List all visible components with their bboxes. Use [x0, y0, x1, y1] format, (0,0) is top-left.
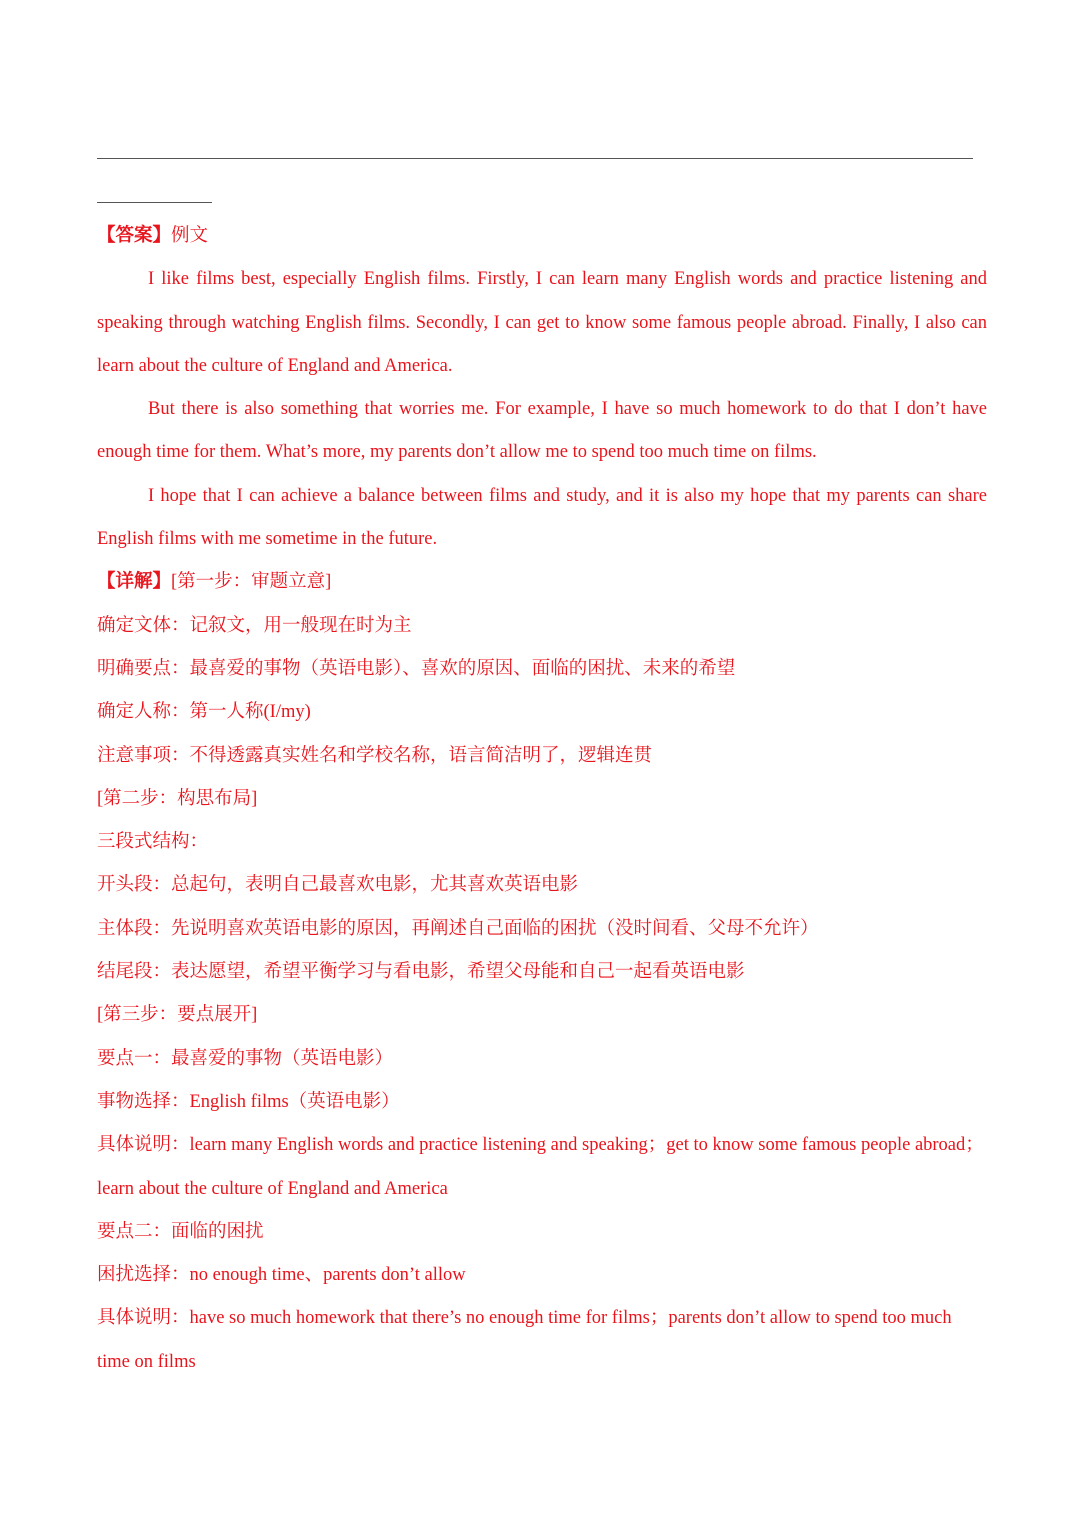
answer-bracket-label: 【答案】 [97, 226, 172, 246]
analysis-choice2: 困扰选择：no enough time、parents don’t allow [97, 1265, 466, 1286]
analysis-key-points: 明确要点：最喜爱的事物（英语电影）、喜欢的原因、面临的困扰、未来的希望 [97, 658, 736, 679]
analysis-point1: 要点一：最喜爱的事物（英语电影） [97, 1048, 394, 1069]
analysis-bracket-label: 【详解】 [97, 572, 172, 593]
analysis-choice1: 事物选择：English films（英语电影） [97, 1091, 400, 1112]
analysis-detail2-line1: 具体说明：have so much homework that there’s no enough time for films；parents don’t allow to spend too much [97, 1308, 952, 1329]
analysis-structure: 三段式结构： [97, 832, 209, 853]
analysis-detail2-line2: time on films [97, 1351, 196, 1372]
answer-blank-line-short [97, 202, 212, 203]
analysis-step2: [第二步：构思布局] [97, 788, 258, 809]
essay-paragraph-2: But there is also something that worries me. For example, I have so much homework to do that I don’t have enough time for them. What’s more, my parents don’t allow me to spend too much time on films. [97, 399, 987, 463]
analysis-body: 主体段：先说明喜欢英语电影的原因，再阐述自己面临的困扰（没时间看、父母不允许） [97, 918, 819, 939]
answer-content [97, 215, 987, 1384]
essay-paragraph-1: I like films best, especially English films. Firstly, I can learn many English words and practice listening and speaking through watching English films. Secondly, I can get to know some famous people abroad. Finally, I also can learn about the culture of England and America. [97, 269, 987, 376]
analysis-step3: [第三步：要点展开] [97, 1005, 258, 1026]
analysis-ending: 结尾段：表达愿望，希望平衡学习与看电影，希望父母能和自己一起看英语电影 [97, 962, 745, 983]
analysis-opening: 开头段：总起句，表明自己最喜欢电影，尤其喜欢英语电影 [97, 875, 579, 896]
analysis-detail1-line2: learn about the culture of England and America [97, 1178, 448, 1199]
analysis-person: 确定人称：第一人称(I/my) [97, 702, 311, 723]
analysis-notes: 注意事项：不得透露真实姓名和学校名称，语言简洁明了，逻辑连贯 [97, 745, 653, 766]
analysis-step1: [第一步：审题立意] [171, 572, 332, 593]
answer-blank-line-long [97, 158, 973, 159]
answer-label: 例文 [171, 226, 209, 246]
analysis-point2: 要点二：面临的困扰 [97, 1221, 264, 1242]
analysis-heading [97, 561, 987, 604]
essay-paragraph-3: I hope that I can achieve a balance between films and study, and it is also my hope that my parents can share English films with me sometime in the future. [97, 485, 987, 550]
analysis-genre: 确定文体：记叙文，用一般现在时为主 [97, 615, 412, 636]
analysis-detail1-line1: 具体说明：learn many English words and practice listening and speaking；get to know some famous people abroad； [97, 1135, 984, 1156]
answer-heading [97, 215, 987, 258]
